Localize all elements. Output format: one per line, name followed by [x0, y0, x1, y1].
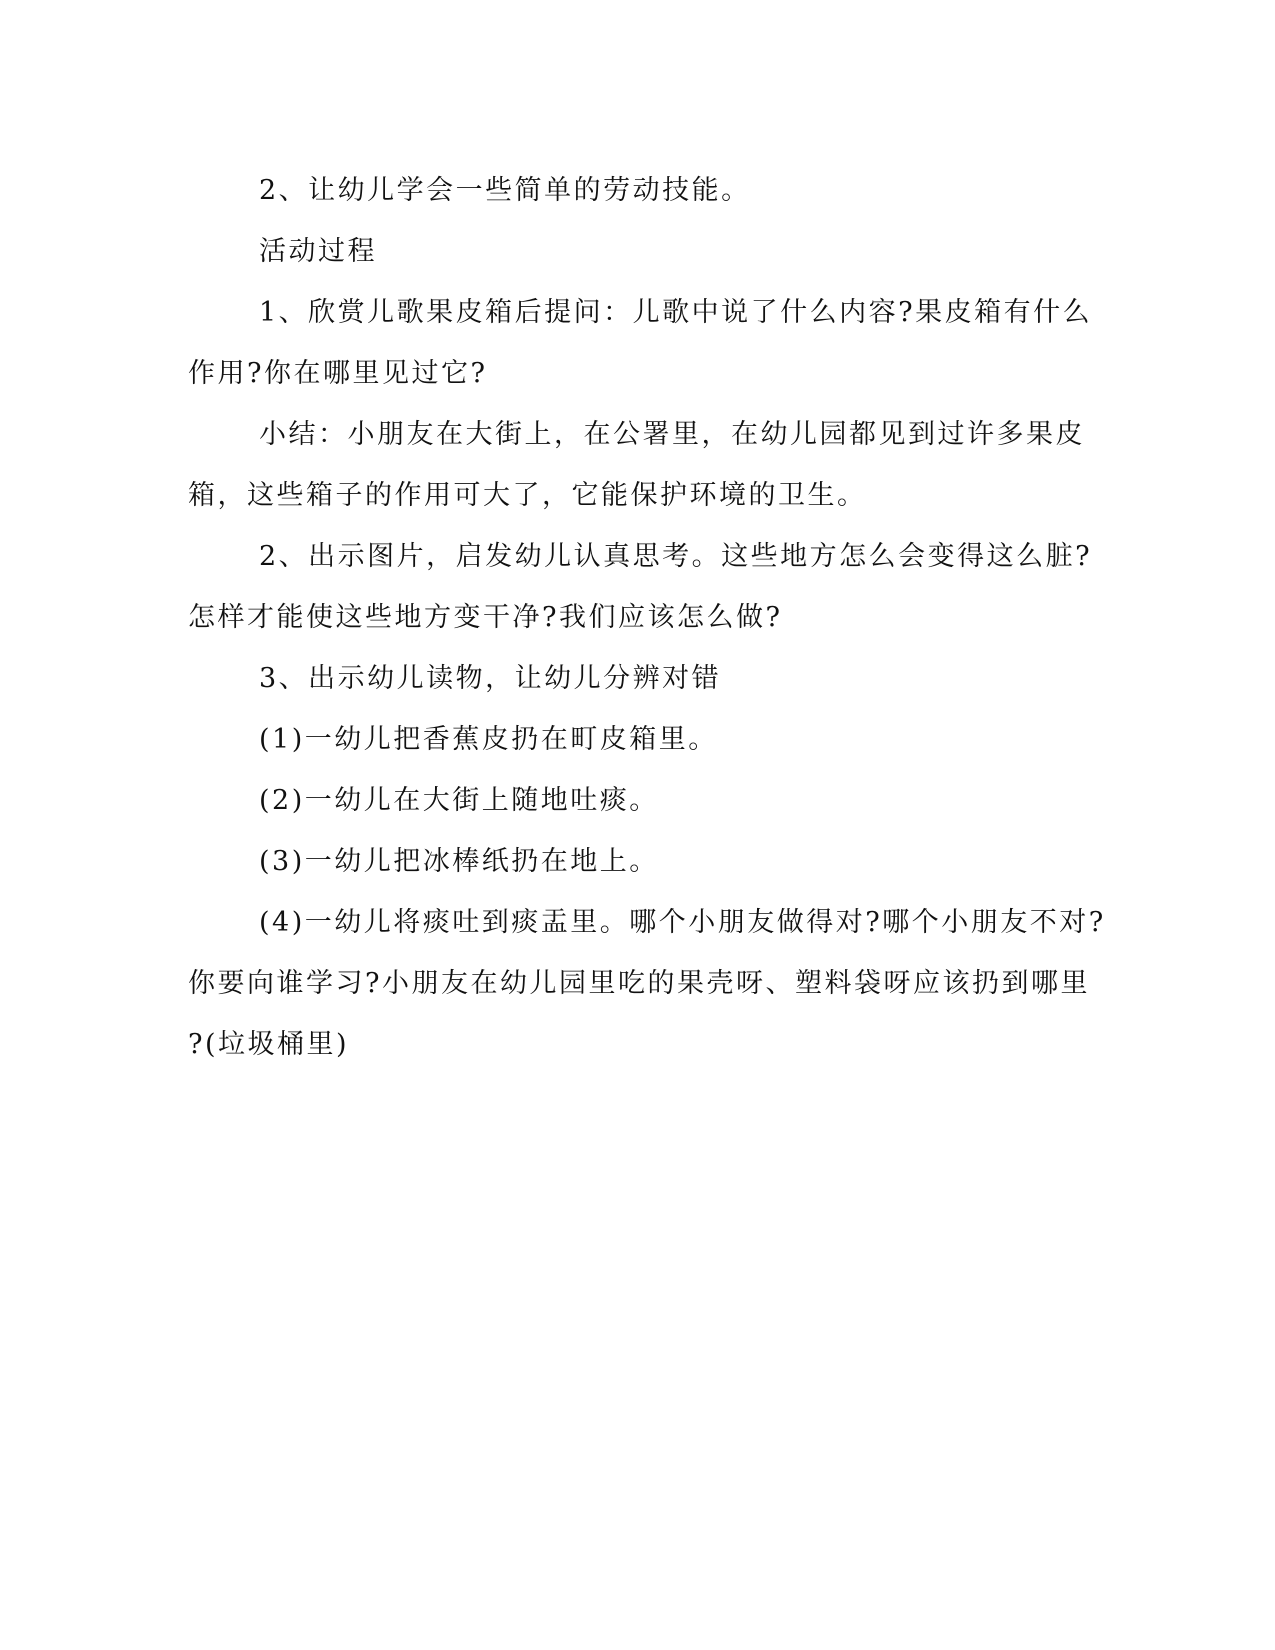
list-item-2 — [188, 770, 1078, 831]
text-line: 3、出示幼儿读物，让幼儿分辨对错 — [259, 663, 722, 694]
paragraph-goal-2 — [188, 160, 1078, 221]
text-line: 怎样才能使这些地方变干净?我们应该怎么做? — [188, 602, 783, 633]
text-line: 活动过程 — [259, 236, 377, 267]
paragraph-step-1 — [188, 282, 1093, 404]
paragraph-summary — [188, 404, 1085, 526]
list-item-1 — [188, 709, 1078, 770]
text-line: (2)一幼儿在大街上随地吐痰。 — [259, 785, 659, 816]
list-item-3 — [188, 831, 1078, 892]
paragraph-step-3 — [188, 648, 1078, 709]
text-line: 2、出示图片，启发幼儿认真思考。这些地方怎么会变得这么脏? — [259, 541, 1093, 572]
text-line: 小结：小朋友在大街上，在公署里，在幼儿园都见到过许多果皮 — [259, 419, 1085, 450]
text-line: ?(垃圾桶里) — [188, 1029, 350, 1060]
paragraph-step-2 — [188, 526, 1093, 648]
text-line: 箱，这些箱子的作用可大了，它能保护环境的卫生。 — [188, 480, 867, 511]
section-heading — [188, 221, 1078, 282]
text-line: 你要向谁学习?小朋友在幼儿园里吃的果壳呀、塑料袋呀应该扔到哪里 — [188, 968, 1090, 999]
text-line: 作用?你在哪里见过它? — [188, 358, 488, 389]
text-line: 2、让幼儿学会一些简单的劳动技能。 — [259, 175, 751, 206]
document-body — [188, 160, 1106, 1075]
text-line: 1、欣赏儿歌果皮箱后提问：儿歌中说了什么内容?果皮箱有什么 — [259, 297, 1093, 328]
list-item-4 — [188, 892, 1106, 1075]
text-line: (4)一幼儿将痰吐到痰盂里。哪个小朋友做得对?哪个小朋友不对? — [259, 907, 1106, 938]
text-line: (3)一幼儿把冰棒纸扔在地上。 — [259, 846, 659, 877]
text-line: (1)一幼儿把香蕉皮扔在町皮箱里。 — [259, 724, 718, 755]
